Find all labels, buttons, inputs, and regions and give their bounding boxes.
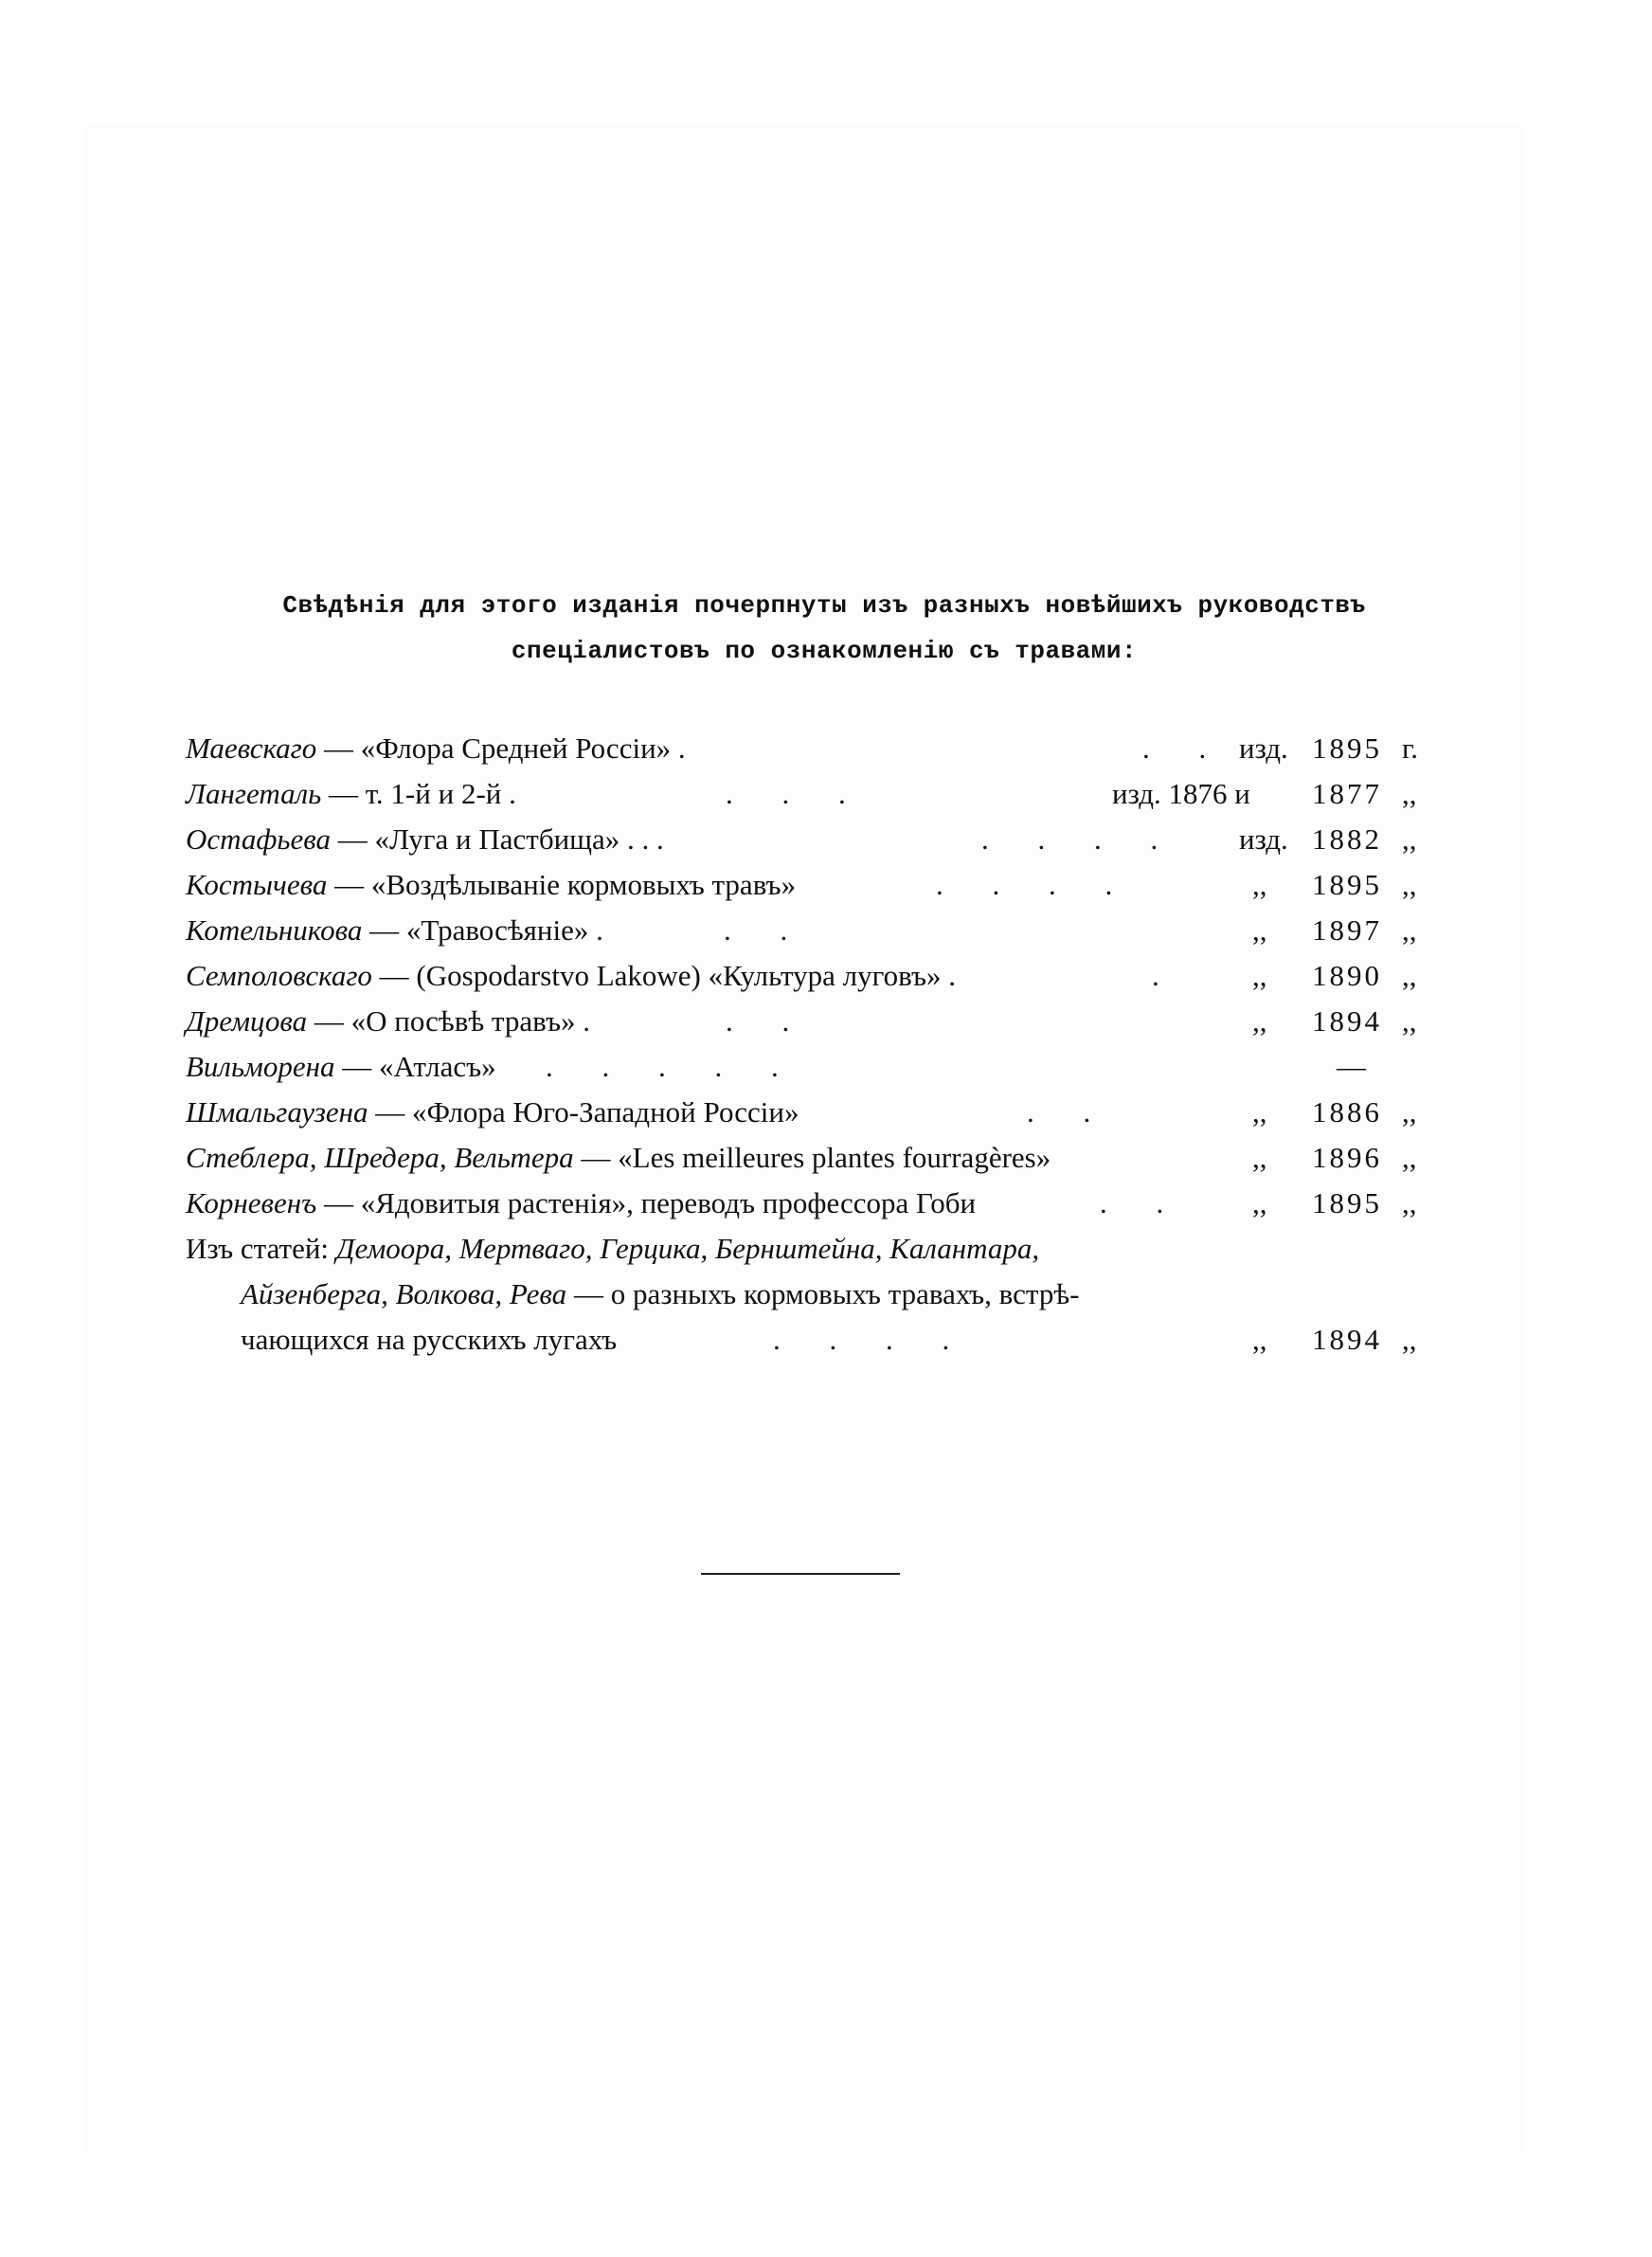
year-suffix: ,,: [1402, 777, 1417, 810]
source-title: «Травосѣяніе» .: [405, 913, 603, 947]
source-year: 1894: [1312, 1323, 1382, 1356]
leader-dots: . .: [724, 913, 809, 947]
year-suffix: ,,: [1402, 1186, 1417, 1219]
source-author: Дремцова: [186, 1004, 308, 1038]
year-suffix: ,,: [1402, 959, 1417, 992]
ditto-mark: ,,: [1252, 1141, 1267, 1174]
sources-heading: [161, 583, 1487, 674]
article-authors: Демоора, Мертваго, Герцика, Бернштейна, Калантара,: [335, 1232, 1040, 1265]
closing-rule: [701, 1573, 900, 1575]
year-suffix: ,,: [1402, 1141, 1417, 1174]
ditto-mark: ,,: [1252, 1004, 1267, 1038]
edition-label: изд. 1876 и: [1112, 777, 1250, 810]
source-year: 1886: [1312, 1095, 1382, 1128]
source-entry: Остафьева — «Луга и Пастбища» . . . . . . . изд. 1882 ,,: [186, 817, 1436, 862]
source-entry: Дремцова — «О посѣвѣ травъ» . . . ,, 1894 ,,: [186, 999, 1436, 1044]
leader-dots: . . . .: [981, 822, 1179, 856]
source-year: 1895: [1312, 731, 1382, 765]
source-author: Семполовскаго: [186, 959, 372, 992]
source-year: —: [1337, 1050, 1369, 1083]
year-suffix: ,,: [1402, 1323, 1417, 1356]
ditto-mark: ,,: [1252, 1186, 1267, 1219]
year-suffix: ,,: [1402, 868, 1417, 901]
source-title: «О посѣвѣ травъ» .: [350, 1004, 591, 1038]
source-title: «Атласъ»: [378, 1050, 496, 1083]
year-suffix: ,,: [1402, 1095, 1417, 1128]
sources-list: [186, 726, 1436, 1363]
year-suffix: ,,: [1402, 1004, 1417, 1038]
source-year: 1894: [1312, 1004, 1382, 1038]
source-entry: Стеблера, Шредера, Вельтера — «Les meilleures plantes fourragères» ,, 1896 ,,: [186, 1135, 1436, 1181]
edition-label: изд.: [1239, 731, 1288, 765]
source-entry: Котельникова — «Травосѣяніе» . . . ,, 1897 ,,: [186, 908, 1436, 953]
leader-dots: . .: [1100, 1186, 1185, 1219]
source-entry: Семполовскаго — (Gospodarstvo Lakowe) «Культура луговъ» . . ,, 1890 ,,: [186, 953, 1436, 999]
source-title: «Les meilleures plantes fourragères»: [618, 1141, 1051, 1174]
source-year: 1890: [1312, 959, 1382, 992]
articles-description: чающихся на русскихъ лугахъ: [241, 1323, 618, 1356]
ditto-mark: ,,: [1252, 913, 1267, 947]
source-author: Маевскаго: [186, 731, 317, 765]
articles-prefix: Изъ статей:: [186, 1232, 336, 1265]
source-author: Шмальгаузена: [186, 1095, 368, 1128]
leader-dots: . .: [1142, 731, 1228, 765]
leader-dots: . . . .: [773, 1323, 971, 1356]
source-author: Корневенъ: [186, 1186, 317, 1219]
source-year: 1877: [1312, 777, 1382, 810]
leader-dots: . .: [726, 1004, 811, 1038]
source-title: «Луга и Пастбища» . . .: [374, 822, 664, 856]
source-author: Вильморена: [186, 1050, 335, 1083]
source-author: Котельникова: [186, 913, 363, 947]
source-year: 1882: [1312, 822, 1382, 856]
source-author: Остафьева: [186, 822, 332, 856]
leader-dots: . . .: [726, 777, 867, 810]
source-year: 1897: [1312, 913, 1382, 947]
ditto-mark: ,,: [1252, 868, 1267, 901]
source-title: «Воздѣлываніе кормовыхъ травъ»: [370, 868, 797, 901]
ditto-mark: ,,: [1252, 1095, 1267, 1128]
year-suffix: ,,: [1402, 822, 1417, 856]
source-entry: Маевскаго — «Флора Средней Россіи» . . . изд. 1895 г.: [186, 726, 1436, 771]
source-year: 1895: [1312, 868, 1382, 901]
source-title: «Ядовитыя растенія», переводъ профессора Гоби: [360, 1186, 977, 1219]
source-entry: Костычева — «Воздѣлываніе кормовыхъ травъ» . . . . ,, 1895 ,,: [186, 862, 1436, 908]
source-title: «Флора Средней Россіи» .: [360, 731, 686, 765]
source-year: 1895: [1312, 1186, 1382, 1219]
source-entry: Лангеталь — т. 1-й и 2-й . . . . изд. 1876 и 1877 ,,: [186, 771, 1436, 817]
source-entry: Вильморена — «Атласъ» . . . . . —: [186, 1044, 1436, 1090]
source-author: Костычева: [186, 868, 328, 901]
source-entry: Корневенъ — «Ядовитыя растенія», переводъ профессора Гоби . . ,, 1895 ,,: [186, 1181, 1436, 1226]
edition-label: изд.: [1239, 822, 1288, 856]
leader-dots: . .: [1027, 1095, 1112, 1128]
leader-dots: .: [1152, 959, 1180, 992]
source-title: т. 1-й и 2-й .: [365, 777, 516, 810]
leader-dots: . . . . .: [546, 1050, 799, 1083]
ditto-mark: ,,: [1252, 1323, 1267, 1356]
heading-line-1: Свѣдѣнія для этого изданія почерпнуты изъ разныхъ новѣйшихъ руководствъ: [282, 591, 1366, 620]
year-suffix: г.: [1402, 731, 1418, 765]
ditto-mark: ,,: [1252, 959, 1267, 992]
year-suffix: ,,: [1402, 913, 1417, 947]
leader-dots: . . . .: [936, 868, 1134, 901]
source-entry-articles: Изъ статей: Демоора, Мертваго, Герцика, Бернштейна, Калантара, Айзенберга, Волкова, Рева — о разныхъ кормовыхъ травахъ, встрѣ- чающихся на русскихъ лугахъ . . . . ,, 1894 ,,: [186, 1226, 1436, 1363]
source-author: Лангеталь: [186, 777, 322, 810]
source-author: Стеблера, Шредера, Вельтера: [186, 1141, 574, 1174]
heading-line-2: спеціалистовъ по ознакомленію съ травами:: [511, 637, 1138, 665]
source-title: (Gospodarstvo Lakowe) «Культура луговъ» .: [416, 959, 956, 992]
source-year: 1896: [1312, 1141, 1382, 1174]
source-title: «Флора Юго-Западной Россіи»: [412, 1095, 799, 1128]
articles-description: о разныхъ кормовыхъ травахъ, встрѣ-: [610, 1277, 1080, 1310]
source-entry: Шмальгаузена — «Флора Юго-Западной Россіи» . . ,, 1886 ,,: [186, 1090, 1436, 1135]
article-authors: Айзенберга, Волкова, Рева: [241, 1277, 567, 1310]
